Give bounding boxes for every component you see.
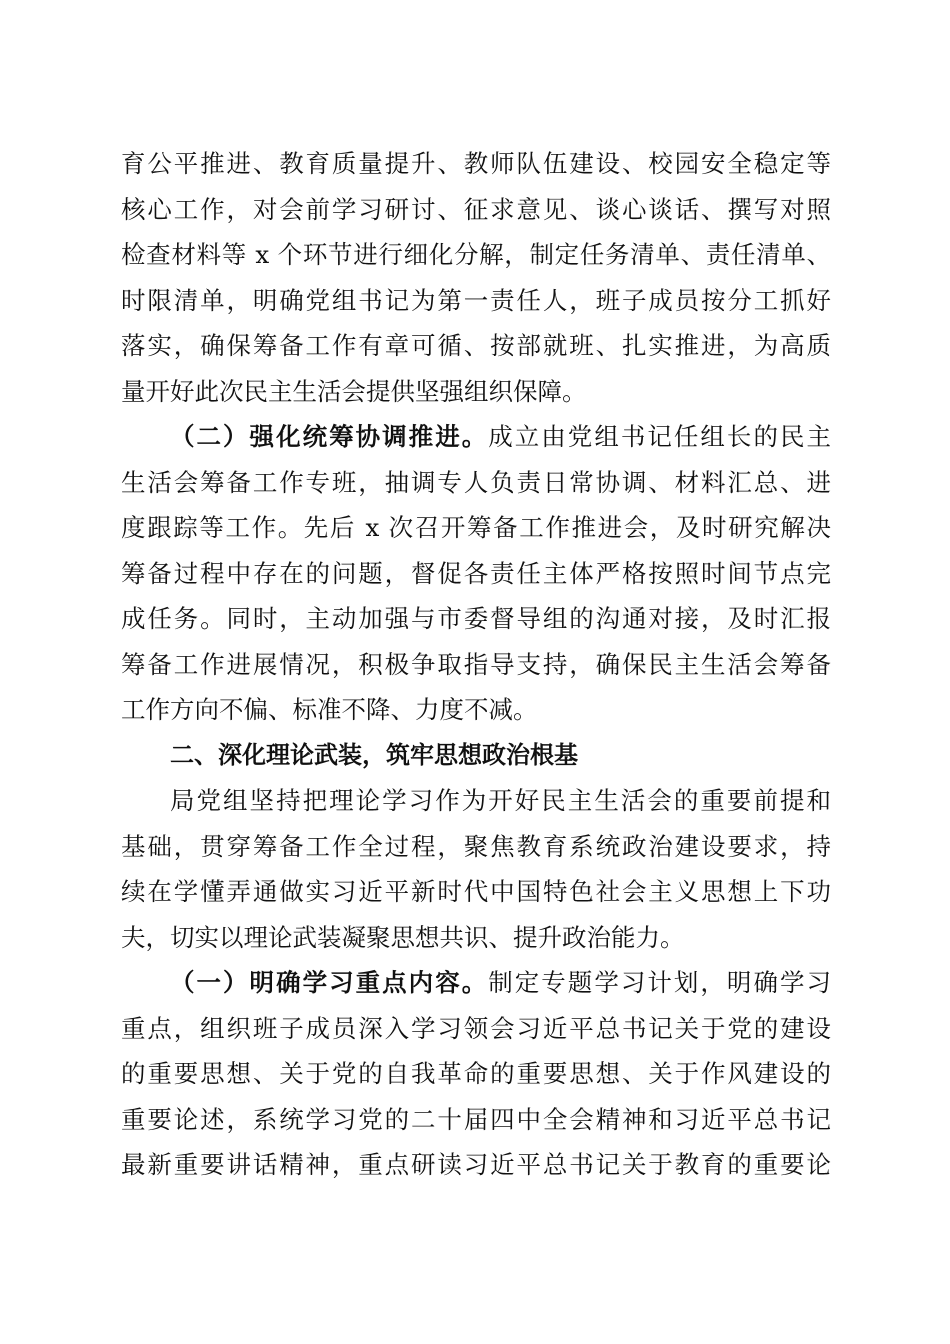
text-line: 最新重要讲话精神，重点研读习近平总书记关于教育的重要论 <box>121 1150 831 1179</box>
text-line: 重点，组织班子成员深入学习领会习近平总书记关于党的建设 <box>121 1013 831 1043</box>
text-line: 筹备工作进展情况，积极争取指导支持，确保民主生活会筹备 <box>121 649 831 679</box>
text-line: 成任务。同时，主动加强与市委督导组的沟通对接，及时汇报 <box>121 604 831 633</box>
document-body <box>121 141 831 1188</box>
text-line: 落实，确保筹备工作有章可循、按部就班、扎实推进，为高质 <box>121 331 831 360</box>
text-line: 续在学懂弄通做实习近平新时代中国特色社会主义思想上下功 <box>121 877 831 906</box>
paragraph-first-line <box>121 414 831 460</box>
text-run: 制定专题学习计划，明确学习 <box>488 968 831 997</box>
text-line: 检查材料等 x 个环节进行细化分解，制定任务清单、责任清单、 <box>121 240 831 269</box>
text-line: 育公平推进、教育质量提升、教师队伍建设、校园安全稳定等 <box>121 149 831 178</box>
text-line: 的重要思想、关于党的自我革命的重要思想、关于作风建设的 <box>121 1059 831 1088</box>
text-line: 基础，贯穿筹备工作全过程，聚焦教育系统政治建设要求，持 <box>121 831 831 861</box>
text-line: 工作方向不偏、标准不降、力度不减。 <box>121 695 538 724</box>
text-line: 度跟踪等工作。先后 x 次召开筹备工作推进会，及时研究解决 <box>121 513 831 542</box>
section-heading: 二、深化理论武装，筑牢思想政治根基 <box>170 740 578 769</box>
text-line: 夫，切实以理论武装凝聚思想共识、提升政治能力。 <box>121 922 685 952</box>
subheading-lead: （二）强化统筹协调推进。 <box>170 422 489 451</box>
subheading-lead: （一）明确学习重点内容。 <box>170 968 489 997</box>
paragraph-first-line <box>121 960 831 1006</box>
text-line: 时限清单，明确党组书记为第一责任人，班子成员按分工抓好 <box>121 285 831 315</box>
text-line: 核心工作，对会前学习研讨、征求意见、谈心谈话、撰写对照 <box>121 194 831 224</box>
text-line: 重要论述，系统学习党的二十届四中全会精神和习近平总书记 <box>121 1104 831 1134</box>
text-line: 量开好此次民主生活会提供坚强组织保障。 <box>121 376 587 406</box>
paragraph-first-line: 局党组坚持把理论学习作为开好民主生活会的重要前提和 <box>170 786 831 815</box>
text-line: 生活会筹备工作专班，抽调专人负责日常协调、材料汇总、进 <box>121 467 831 497</box>
text-line: 筹备过程中存在的问题，督促各责任主体严格按照时间节点完 <box>121 558 831 588</box>
text-run: 成立由党组书记任组长的民主 <box>488 422 831 451</box>
